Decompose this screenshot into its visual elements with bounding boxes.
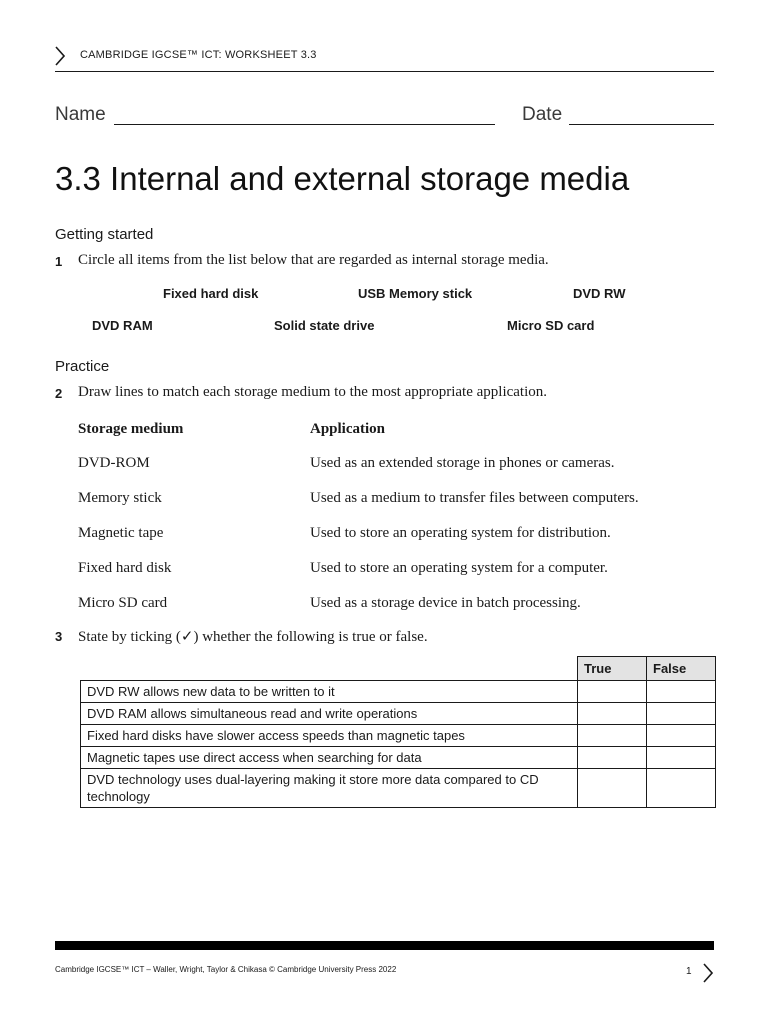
statement-cell: Fixed hard disks have slower access speeds than magnetic tapes: [81, 725, 578, 747]
false-checkbox[interactable]: [647, 769, 716, 808]
true-checkbox[interactable]: [578, 747, 647, 769]
application-item[interactable]: Used to store an operating system for distribution.: [310, 525, 611, 541]
true-column-header: True: [578, 657, 647, 681]
false-checkbox[interactable]: [647, 725, 716, 747]
true-checkbox[interactable]: [578, 703, 647, 725]
name-label: Name: [55, 104, 106, 125]
question-1-number: 1: [55, 254, 63, 269]
application-item[interactable]: Used as a medium to transfer files between computers.: [310, 490, 639, 506]
true-false-table: [80, 656, 716, 808]
option-micro-sd-card[interactable]: Micro SD card: [507, 318, 595, 333]
question-1-text: Circle all items from the list below that are regarded as internal storage media.: [78, 252, 549, 268]
false-column-header: False: [647, 657, 716, 681]
true-checkbox[interactable]: [578, 725, 647, 747]
true-checkbox[interactable]: [578, 681, 647, 703]
practice-heading: Practice: [55, 358, 110, 375]
option-usb-memory-stick[interactable]: USB Memory stick: [358, 286, 473, 301]
header-divider: [55, 71, 714, 72]
getting-started-heading: Getting started: [55, 226, 154, 243]
medium-item[interactable]: Fixed hard disk: [78, 560, 172, 576]
footer-bar: [55, 941, 714, 950]
medium-item[interactable]: Memory stick: [78, 490, 162, 506]
question-3-text: State by ticking (✓) whether the following is true or false.: [78, 629, 428, 645]
chevron-right-icon: [55, 46, 65, 66]
option-dvd-rw[interactable]: DVD RW: [573, 286, 626, 301]
medium-item[interactable]: Micro SD card: [78, 595, 168, 611]
option-fixed-hard-disk[interactable]: Fixed hard disk: [163, 286, 259, 301]
chevron-right-icon[interactable]: [703, 963, 713, 983]
true-checkbox[interactable]: [578, 769, 647, 808]
application-item[interactable]: Used to store an operating system for a computer.: [310, 560, 608, 576]
statement-cell: DVD RW allows new data to be written to it: [81, 681, 578, 703]
page-number: 1: [686, 966, 692, 977]
table-row: [81, 725, 716, 747]
application-item[interactable]: Used as an extended storage in phones or cameras.: [310, 455, 615, 471]
false-checkbox[interactable]: [647, 747, 716, 769]
option-dvd-ram[interactable]: DVD RAM: [92, 318, 153, 333]
application-header: Application: [310, 421, 386, 437]
table-header-row: [81, 657, 716, 681]
question-3-number: 3: [55, 629, 63, 644]
question-2-text: Draw lines to match each storage medium to the most appropriate application.: [78, 384, 548, 400]
medium-item[interactable]: Magnetic tape: [78, 525, 164, 541]
storage-medium-header: Storage medium: [78, 421, 184, 437]
option-solid-state-drive[interactable]: Solid state drive: [274, 318, 375, 333]
medium-item[interactable]: DVD-ROM: [78, 455, 150, 471]
page-title: 3.3 Internal and external storage media: [55, 160, 630, 197]
table-row: [81, 703, 716, 725]
false-checkbox[interactable]: [647, 703, 716, 725]
date-field[interactable]: [569, 124, 714, 125]
table-corner: [81, 657, 578, 681]
statement-cell: DVD RAM allows simultaneous read and write operations: [81, 703, 578, 725]
false-checkbox[interactable]: [647, 681, 716, 703]
date-label: Date: [522, 104, 563, 125]
name-field[interactable]: [114, 124, 495, 125]
worksheet-header-title: CAMBRIDGE IGCSE™ ICT: WORKSHEET 3.3: [80, 49, 317, 61]
statement-cell: DVD technology uses dual-layering making it store more data compared to CD technology: [81, 769, 578, 808]
table-row: [81, 681, 716, 703]
application-item[interactable]: Used as a storage device in batch processing.: [310, 595, 581, 611]
footer-copyright: Cambridge IGCSE™ ICT – Waller, Wright, Taylor & Chikasa © Cambridge University Press 2022: [55, 965, 397, 974]
table-row: [81, 747, 716, 769]
question-2-number: 2: [55, 386, 63, 401]
table-row: [81, 769, 716, 808]
statement-cell: Magnetic tapes use direct access when searching for data: [81, 747, 578, 769]
